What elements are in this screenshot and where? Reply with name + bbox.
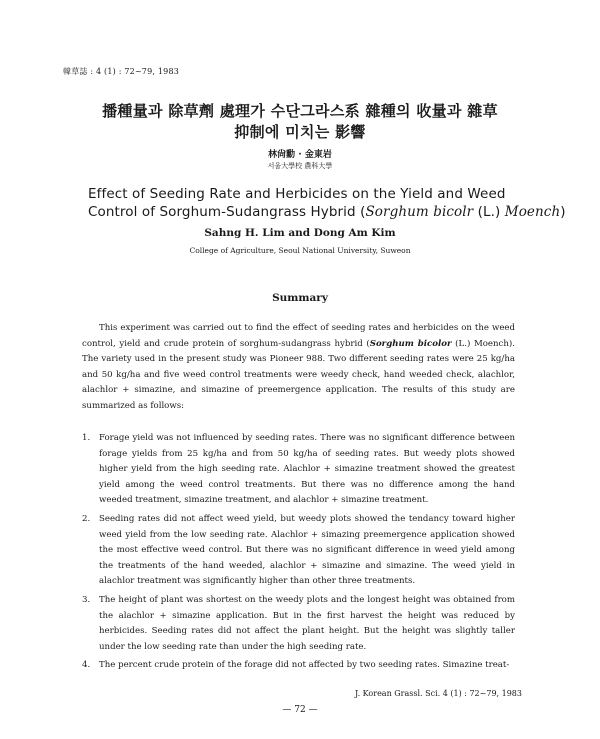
abstract-part1: This experiment was carried out to find the effect of seeding rates and herbicides on the weed control, yield and crude protein of sorghum-sudangrass hybrid (: [82, 323, 515, 349]
title-middle: (L.): [473, 204, 505, 220]
korean-title-line2: 抑制에 미치는 影響: [234, 123, 366, 141]
finding-text: Seeding rates did not affect weed yield, but weedy plots showed the tendancy toward higher weed yield from the low seeding rate. Alachlor + simazing preemergence application showed the most effective weed control. But there was no significant difference in weed yield among the treatments of the hand weeded, alachlor + simazine and simazine. The weed yield in alachlor treatment was significantly higher than other three treatments.: [99, 513, 515, 587]
finding-number: 1.: [82, 433, 91, 443]
finding-number: 2.: [82, 513, 91, 524]
english-title-line2: [88, 204, 566, 220]
finding-text: Forage yield was not influenced by seeding rates. There was no significant difference between forage yields from 25 kg/ha and from 50 kg/ha of seeding rates. But weedy plots showed higher yield from the high seeding rate. Alachlor + simazine treatment showed the greatest yield among the weed control treatments. But there was no difference among the hand weeded treatment, simazine treatment, and alachlor + simazine treatment.: [99, 433, 515, 506]
finding-number: 4.: [82, 660, 91, 671]
finding-text: The percent crude protein of the forage did not affected by two seeding rates. Simazine treat-: [99, 660, 510, 671]
findings-list: [82, 431, 515, 674]
abstract-paragraph: [82, 321, 515, 415]
korean-title-line1: 播種量과 除草劑 處理가 수단그라스系 雜種의 收量과 雜草: [102, 102, 498, 120]
english-affiliation: College of Agriculture, Seoul National University, Suweon: [189, 246, 411, 255]
english-authors: Sahng H. Lim and Dong Am Kim: [204, 227, 396, 239]
title-suffix: ): [560, 204, 566, 220]
english-title-line1: Effect of Seeding Rate and Herbicides on the Yield and Weed: [88, 186, 506, 202]
korean-affiliation: 서울大學校 農科大學: [267, 162, 333, 170]
finding-item: [82, 512, 515, 590]
summary-heading: Summary: [272, 292, 328, 304]
title-species: Sorghum bicolr: [365, 204, 474, 220]
title-prefix: Control of Sorghum-Sudangrass Hybrid (: [88, 204, 366, 220]
page-number: — 72 —: [282, 705, 318, 715]
finding-text: The height of plant was shortest on the weedy plots and the longest height was obtained from the alachlor + simazine application. But in the first harvest the height was reduced by herbicides. Seeding rates did not affect the plant height. But the height was slightly taller under the low seeding rate than under the high seeding rate.: [99, 594, 515, 652]
finding-item: [82, 593, 515, 655]
abstract-species: Sorghum bicolor: [369, 338, 452, 349]
finding-item: [82, 658, 515, 674]
finding-item: [82, 431, 515, 509]
journal-header: 韓草誌 : 4 (1) : 72~79, 1983: [63, 67, 180, 76]
finding-number: 3.: [82, 594, 91, 605]
footer-citation: J. Korean Grassl. Sci. 4 (1) : 72~79, 1983: [355, 689, 522, 698]
korean-authors: 林尙勳 · 金東岩: [268, 150, 332, 160]
abstract-part2: (L.) Moench). The variety used in the present study was Pioneer 988. Two different seeding rates were 25 kg/ha and 50 kg/ha and five weed control treatments were weedy check, hand weeded check, alachlor, alachlor + simazine, and simazine of preemergence application. The results of this study are summarized as follows:: [82, 338, 515, 411]
title-authority: Moench: [504, 204, 561, 220]
